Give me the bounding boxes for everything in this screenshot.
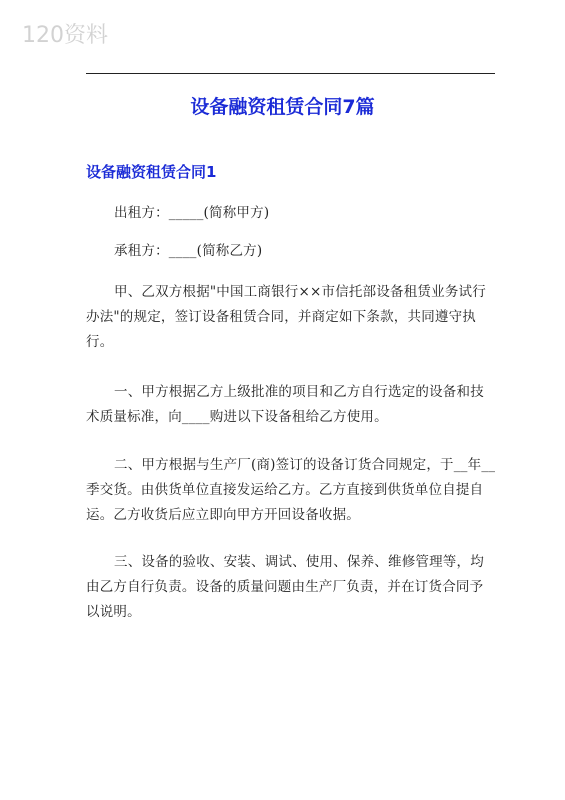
clause-1-paragraph: 一、甲方根据乙方上级批准的项目和乙方自行选定的设备和技术质量标准，向____购进以下设备租给乙方使用。 [86,384,484,425]
section-heading: 设备融资租赁合同1 [86,163,217,181]
header-divider [86,73,495,74]
lessor-line: 出租方：_____(简称甲方) [114,205,270,221]
document-title: 设备融资租赁合同7篇 [190,96,375,118]
watermark-logo: 120资料 [22,23,108,48]
clause-3-paragraph: 三、设备的验收、安装、调试、使用、保养、维修管理等，均由乙方自行负责。设备的质量问题由生产厂负责，并在订货合同予以说明。 [86,554,484,620]
clause-2-paragraph: 二、甲方根据与生产厂(商)签订的设备订货合同规定，于__年__季交货。由供货单位直接发运给乙方。乙方直接到供货单位自提自运。乙方收货后应立即向甲方开回设备收据。 [86,457,496,523]
lessee-line: 承租方：____(简称乙方) [114,243,263,259]
preamble-paragraph: 甲、乙双方根据"中国工商银行××市信托部设备租赁业务试行办法"的规定，签订设备租赁合同，并商定如下条款，共同遵守执行。 [86,284,486,350]
